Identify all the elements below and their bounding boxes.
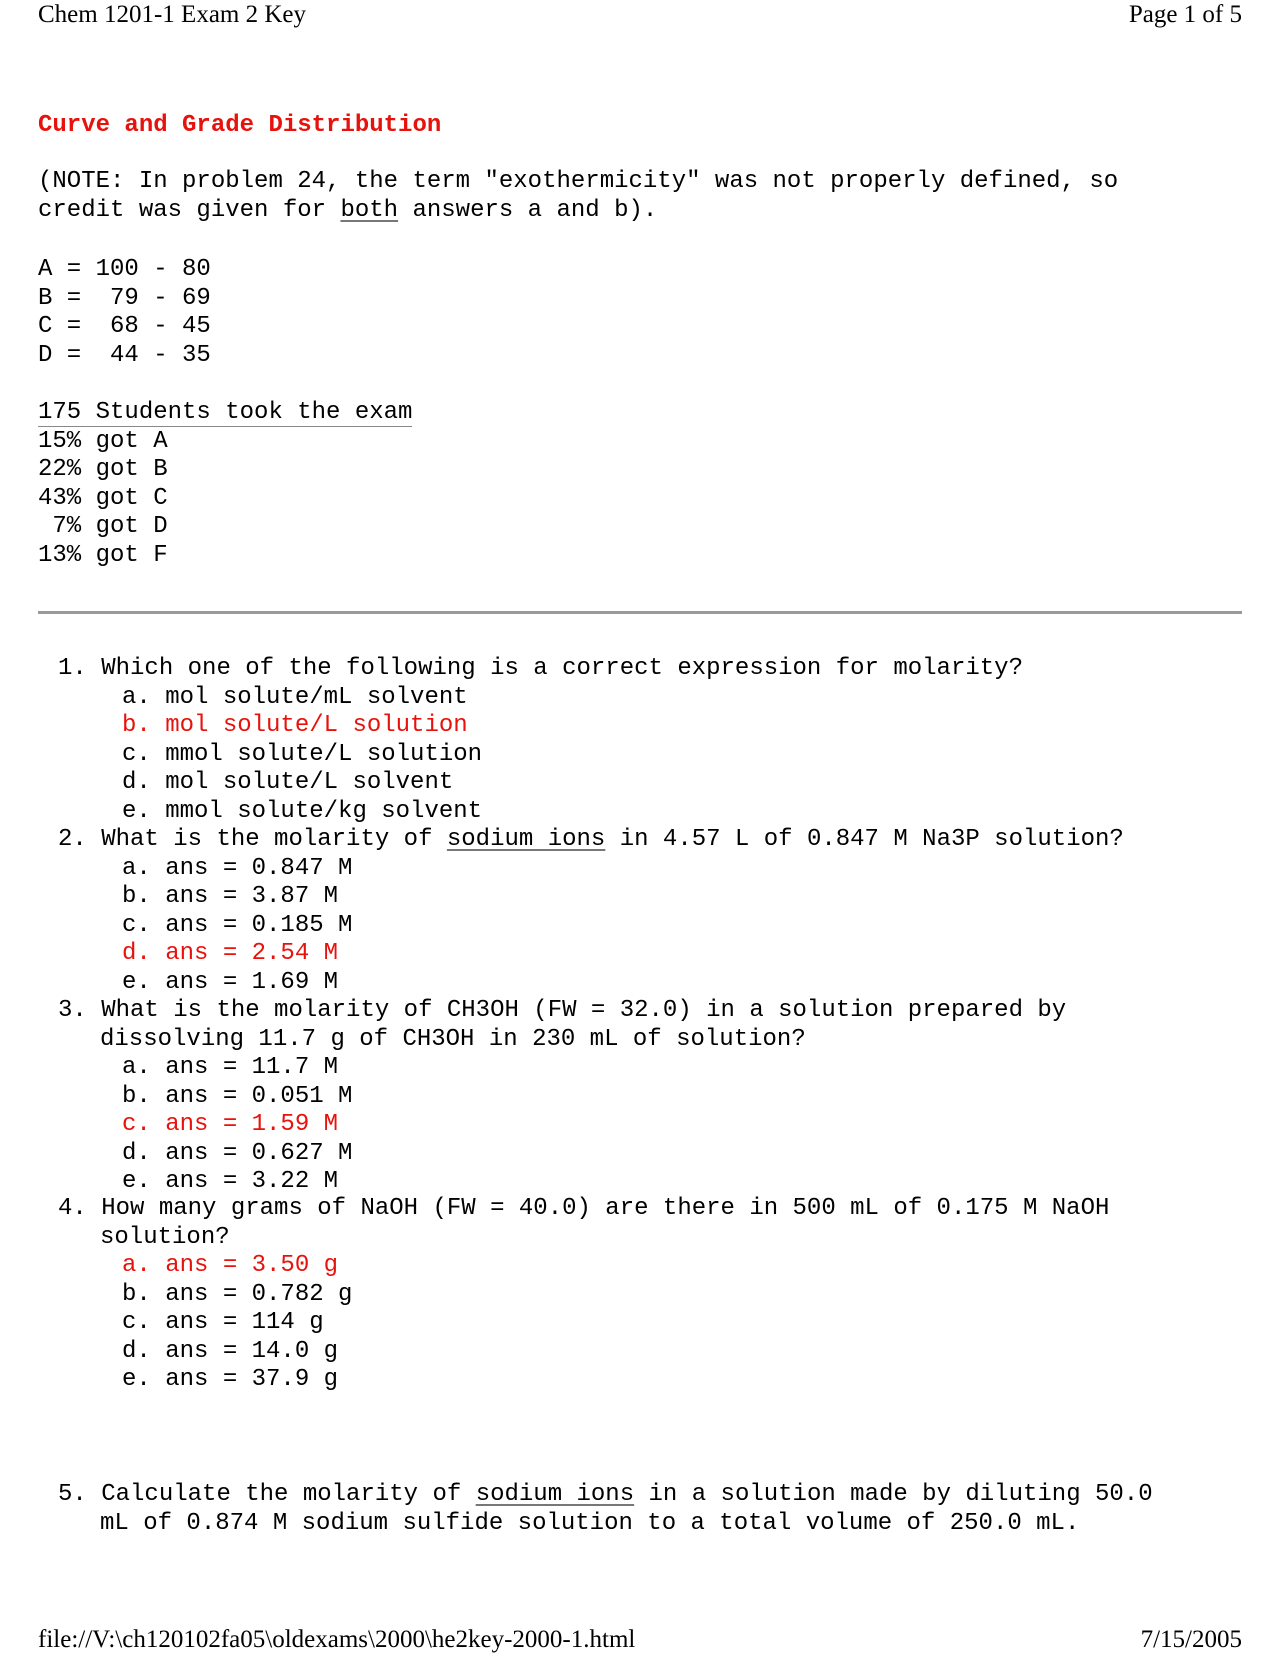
stats-line: 15% got A xyxy=(38,427,168,455)
question-stem xyxy=(58,655,1023,684)
question-2 xyxy=(58,826,1124,997)
question-number: 4. xyxy=(58,1195,87,1222)
question-number: 3. xyxy=(58,997,87,1024)
question-text-cont: mL of 0.874 M sodium sulfide solution to a total volume of 250.0 mL. xyxy=(100,1509,1080,1537)
option: e. ans = 3.22 M xyxy=(122,1168,339,1195)
question-stem xyxy=(58,1195,1109,1224)
note-text: credit was given for xyxy=(38,196,341,224)
grade-line: C = 68 - 45 xyxy=(38,313,211,340)
option: b. ans = 0.782 g xyxy=(122,1280,353,1308)
option: e. mmol solute/kg solvent xyxy=(122,797,483,825)
grade-scale xyxy=(38,256,211,370)
horizontal-rule xyxy=(38,611,1242,614)
option-correct: a. ans = 3.50 g xyxy=(122,1252,339,1279)
question-text: What is the molarity of CH3OH (FW = 32.0) in a solution prepared by xyxy=(101,997,1067,1024)
grade-line: D = 44 - 35 xyxy=(38,341,211,369)
option: d. ans = 14.0 g xyxy=(122,1337,339,1365)
stats-line: 43% got C xyxy=(38,484,168,512)
grade-line: B = 79 - 69 xyxy=(38,284,211,312)
option: b. ans = 0.051 M xyxy=(122,1082,353,1110)
option: b. ans = 3.87 M xyxy=(122,883,339,910)
question-5 xyxy=(58,1481,1153,1538)
note-line-1: (NOTE: In problem 24, the term "exothermicity" was not properly defined, so xyxy=(38,168,1119,195)
stats-line: 7% got D xyxy=(38,513,168,540)
option: d. mol solute/L solvent xyxy=(122,769,454,796)
note-text-end: answers a and b). xyxy=(398,196,658,224)
option-correct: c. ans = 1.59 M xyxy=(122,1111,339,1138)
question-stem xyxy=(58,1481,1153,1510)
option: c. ans = 0.185 M xyxy=(122,911,353,939)
question-3 xyxy=(58,997,1066,1197)
option: e. ans = 37.9 g xyxy=(122,1366,339,1393)
footer-file-path: file://V:\ch120102fa05\oldexams\2000\he2key-2000-1.html xyxy=(38,1626,636,1653)
option: e. ans = 1.69 M xyxy=(122,968,339,996)
option: c. mmol solute/L solution xyxy=(122,740,483,768)
option: a. ans = 0.847 M xyxy=(122,854,353,882)
page-number: Page 1 of 5 xyxy=(1128,1,1242,28)
option: a. ans = 11.7 M xyxy=(122,1054,339,1081)
question-text-cont: dissolving 11.7 g of CH3OH in 230 mL of solution? xyxy=(100,1025,806,1053)
question-text: How many grams of NaOH (FW = 40.0) are there in 500 mL of 0.175 M NaOH xyxy=(101,1195,1110,1222)
question-4 xyxy=(58,1195,1109,1395)
question-number: 2. xyxy=(58,826,87,853)
question-text: What is the molarity of xyxy=(101,826,447,853)
grade-statistics xyxy=(38,399,412,570)
stats-line: 13% got F xyxy=(38,541,168,569)
question-number: 1. xyxy=(58,655,87,682)
question-emphasis: sodium ions xyxy=(475,1481,635,1508)
question-emphasis: sodium ions xyxy=(446,826,606,853)
option-correct: d. ans = 2.54 M xyxy=(122,940,339,967)
question-stem xyxy=(58,997,1066,1026)
question-number: 5. xyxy=(58,1481,87,1508)
option: a. mol solute/mL solvent xyxy=(122,683,468,711)
question-text-end: in 4.57 L of 0.847 M Na3P solution? xyxy=(605,826,1124,853)
option-correct: b. mol solute/L solution xyxy=(122,712,468,739)
question-text: Which one of the following is a correct expression for molarity? xyxy=(101,655,1023,682)
grade-line: A = 100 - 80 xyxy=(38,256,211,283)
question-text-end: in a solution made by diluting 50.0 xyxy=(634,1481,1153,1508)
stats-line: 22% got B xyxy=(38,456,168,483)
doc-header-title: Chem 1201-1 Exam 2 Key xyxy=(38,1,307,28)
question-text: Calculate the molarity of xyxy=(101,1481,476,1508)
question-stem xyxy=(58,826,1124,855)
question-1 xyxy=(58,655,1023,826)
note-emphasis: both xyxy=(340,196,399,224)
option: d. ans = 0.627 M xyxy=(122,1139,353,1167)
section-title: Curve and Grade Distribution xyxy=(38,112,442,139)
question-text-cont: solution? xyxy=(100,1223,230,1251)
note-line-2 xyxy=(38,197,1118,226)
stats-heading: 175 Students took the exam xyxy=(38,399,413,426)
footer-date: 7/15/2005 xyxy=(1140,1626,1242,1653)
note-block xyxy=(38,168,1118,225)
option: c. ans = 114 g xyxy=(122,1309,324,1336)
